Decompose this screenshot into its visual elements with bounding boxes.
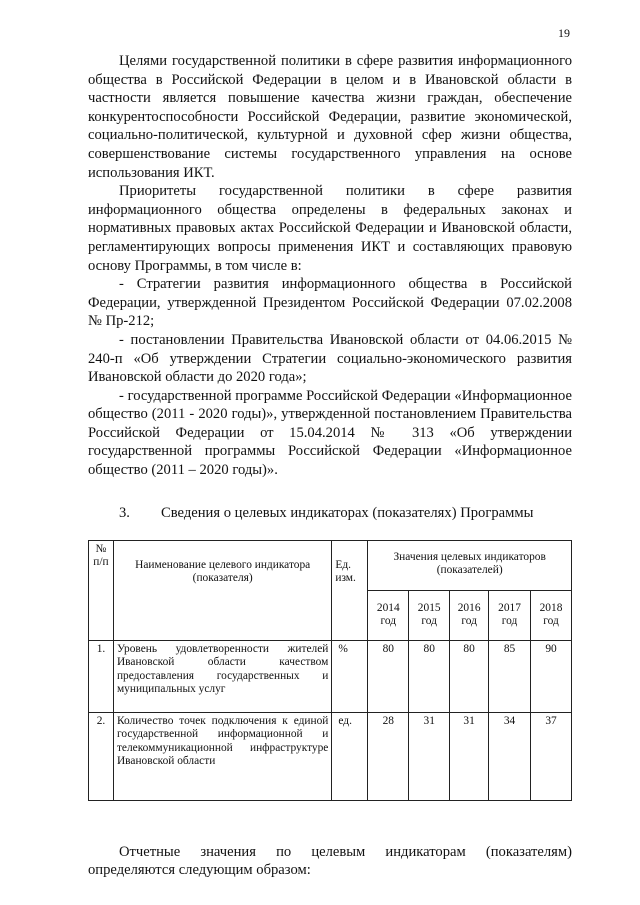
paragraph-priorities: Приоритеты государственной политики в сфере развития информационного общества определены в федеральных законах и нормативных правовых актах Российской Федерации и Ивановской области, регламентирующих вопросы применения ИКТ и составляющих правовую основу Программы, в том числе в: (88, 183, 572, 274)
paragraph-reporting: Отчетные значения по целевым индикаторам (показателям) определяются следующим образом: (88, 843, 572, 879)
section-title: Сведения о целевых индикаторах (показателях) Программы (161, 504, 534, 521)
row-value-2014: 80 (368, 640, 409, 712)
header-name: Наименование целевого индикатора (показателя) (113, 540, 331, 640)
row-value-2015: 31 (409, 712, 450, 800)
row-indicator-name: Количество точек подключения к единой государственной информационной и телекоммуникационной инфраструктуре Ивановской области (113, 712, 331, 800)
list-item-resolution: - постановлении Правительства Ивановской области от 04.06.2015 № 240-п «Об утверждении Стратегии социально-экономического развития Ивановской области до 2020 года»; (88, 331, 572, 386)
row-indicator-name: Уровень удовлетворенности жителей Ивановской области качеством предоставления государственных и муниципальных услуг (113, 640, 331, 712)
row-value-2016: 31 (450, 712, 489, 800)
row-unit: ед. (332, 712, 368, 800)
row-value-2016: 80 (450, 640, 489, 712)
header-year-2014: 2014 год (368, 590, 409, 640)
table-row (89, 640, 572, 712)
row-value-2018: 90 (531, 640, 572, 712)
header-year-2017: 2017 год (489, 590, 531, 640)
paragraph-goals: Целями государственной политики в сфере развития информационного общества в Российской Федерации в целом и в Ивановской области в частности является повышение качества жизни граждан, обеспечение конкурентоспособности Российской Федерации, развитие экономической, социально-политической, культурной и духовной сфер жизни общества, совершенствование системы государственного управления на основе использования ИКТ. (88, 53, 572, 181)
section-heading (88, 504, 572, 522)
page-number: 19 (558, 26, 570, 40)
indicators-table (88, 540, 572, 801)
row-value-2017: 85 (489, 640, 531, 712)
header-year-2018: 2018 год (531, 590, 572, 640)
row-num: 2. (89, 712, 114, 800)
header-values-group: Значения целевых индикаторов (показателей) (368, 540, 572, 590)
row-value-2014: 28 (368, 712, 409, 800)
header-unit: Ед. изм. (332, 540, 368, 640)
section-number: 3. (119, 504, 130, 521)
row-value-2017: 34 (489, 712, 531, 800)
document-body (88, 52, 572, 880)
header-year-2016: 2016 год (450, 590, 489, 640)
table-row (89, 712, 572, 800)
row-value-2018: 37 (531, 712, 572, 800)
list-item-strategy: - Стратегии развития информационного общества в Российской Федерации, утвержденной Президентом Российской Федерации 07.02.2008 № Пр-212; (88, 276, 572, 330)
row-num: 1. (89, 640, 114, 712)
row-value-2015: 80 (409, 640, 450, 712)
header-num: № п/п (89, 540, 114, 640)
list-item-state-program: - государственной программе Российской Федерации «Информационное общество (2011 - 2020 годы)», утвержденной постановлением Правительства Российской Федерации от 15.04.2014 № 313 «Об утверждении государственной программы Российской Федерации «Информационное общество (2011 – 2020 годы)». (88, 387, 572, 479)
row-unit: % (332, 640, 368, 712)
header-year-2015: 2015 год (409, 590, 450, 640)
